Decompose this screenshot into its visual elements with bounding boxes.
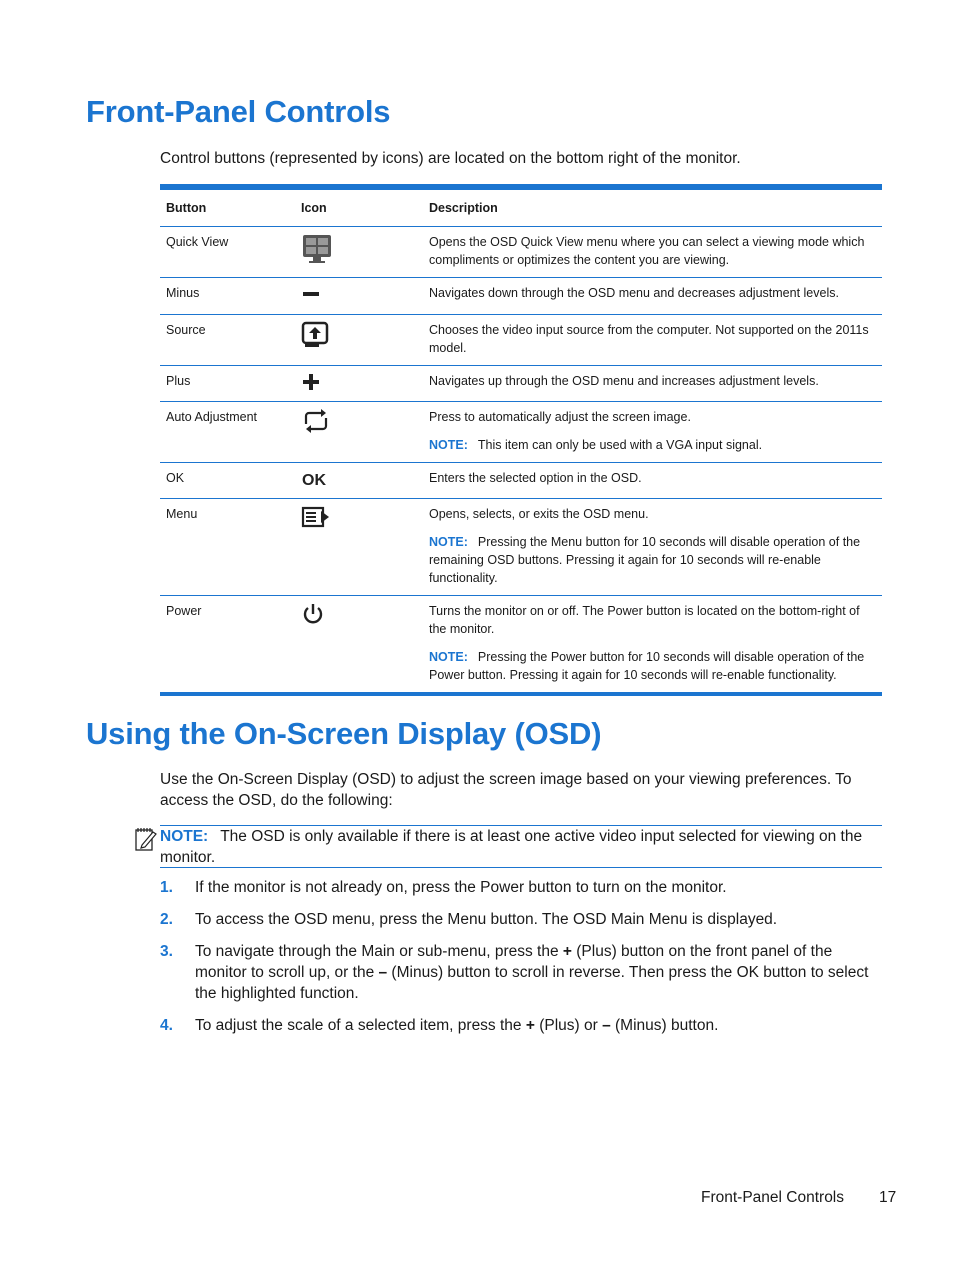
button-name: Menu <box>160 498 295 595</box>
step-text <box>195 1015 882 1036</box>
note <box>429 533 876 587</box>
ok-icon <box>301 469 329 489</box>
note-text: Pressing the Power button for 10 seconds will disable operation of the Power button. Pressing it again for 10 seconds will re-enable functionality. <box>429 649 865 682</box>
note-text: The OSD is only available if there is at least one active video input selected for viewing on the monitor. <box>160 828 863 866</box>
button-name: OK <box>160 462 295 498</box>
source-icon <box>301 321 329 349</box>
minus-icon <box>301 284 321 304</box>
list-item <box>160 877 882 898</box>
plus-symbol: + <box>525 1017 535 1034</box>
step-number: 2. <box>160 911 173 928</box>
step-text-part: (Plus) button on the front panel of the monitor to scroll up, or the <box>195 943 833 981</box>
button-name: Minus <box>160 277 295 314</box>
button-description: Turns the monitor on or off. The Power button is located on the bottom-right of the monitor. <box>429 603 860 636</box>
step-text-part: To adjust the scale of a selected item, press the <box>195 1017 526 1034</box>
step-number: 3. <box>160 943 173 960</box>
header-description: Description <box>423 190 882 226</box>
quick-view-icon <box>301 233 333 265</box>
button-description: Opens, selects, or exits the OSD menu. <box>429 506 649 521</box>
list-item <box>160 941 882 1004</box>
header-icon: Icon <box>295 190 423 226</box>
auto-adjust-icon <box>301 408 331 434</box>
note-text: Pressing the Menu button for 10 seconds will disable operation of the remaining OSD buttons. Pressing it again for 10 seconds will re-enable functionality. <box>429 534 861 585</box>
list-item <box>160 909 882 930</box>
minus-symbol: – <box>602 1017 611 1034</box>
note-label: NOTE: <box>429 437 468 452</box>
step-number: 1. <box>160 879 173 896</box>
intro-paragraph: Control buttons (represented by icons) are located on the bottom right of the monitor. <box>160 150 741 167</box>
button-description: Enters the selected option in the OSD. <box>423 462 882 498</box>
table-row <box>160 498 882 595</box>
table-row <box>160 314 882 365</box>
step-text: To access the OSD menu, press the Menu button. The OSD Main Menu is displayed. <box>195 911 778 928</box>
note-text: This item can only be used with a VGA input signal. <box>477 437 763 452</box>
button-description: Navigates up through the OSD menu and increases adjustment levels. <box>423 365 882 401</box>
step-text-part: To navigate through the Main or sub-menu, press the <box>195 943 563 960</box>
controls-table <box>160 184 882 696</box>
step-text-part: (Minus) button. <box>610 1017 719 1034</box>
page-number: 17 <box>879 1189 897 1206</box>
step-number: 4. <box>160 1017 173 1034</box>
osd-note <box>160 825 882 868</box>
table-row <box>160 226 882 277</box>
button-description: Chooses the video input source from the computer. Not supported on the 2011s model. <box>423 314 882 365</box>
button-name: Auto Adjustment <box>160 401 295 462</box>
button-description: Opens the OSD Quick View menu where you can select a viewing mode which compliments or optimizes the content you are viewing. <box>423 226 882 277</box>
svg-text:OK: OK <box>302 471 326 489</box>
table-header-row <box>160 190 882 226</box>
note-pad-icon <box>134 826 158 852</box>
button-name: Source <box>160 314 295 365</box>
minus-symbol: – <box>378 964 388 981</box>
osd-intro-paragraph: Use the On-Screen Display (OSD) to adjust the screen image based on your viewing preferences. To access the OSD, do the following: <box>160 771 852 809</box>
note-label: NOTE: <box>429 534 468 549</box>
button-description: Press to automatically adjust the screen image. <box>429 409 691 424</box>
header-button: Button <box>160 190 295 226</box>
table-row <box>160 462 882 498</box>
note <box>429 648 876 684</box>
button-description: Navigates down through the OSD menu and decreases adjustment levels. <box>423 277 882 314</box>
section-title-using-osd: Using the On-Screen Display (OSD) <box>86 716 602 751</box>
step-text-part: (Minus) button to scroll in reverse. Then press the OK button to select the highlighted function. <box>195 964 869 1002</box>
step-text: If the monitor is not already on, press the Power button to turn on the monitor. <box>195 879 727 896</box>
plus-symbol: + <box>562 943 572 960</box>
menu-icon <box>301 505 331 529</box>
note-label: NOTE: <box>160 828 209 845</box>
table-row <box>160 401 882 462</box>
step-text <box>195 941 882 1004</box>
table-row <box>160 595 882 692</box>
note-label: NOTE: <box>429 649 468 664</box>
button-name: Power <box>166 603 202 618</box>
button-name: Quick View <box>160 226 295 277</box>
note <box>429 436 876 454</box>
table-bottom-rule <box>160 692 882 696</box>
plus-icon <box>301 372 321 392</box>
list-item <box>160 1015 882 1036</box>
power-icon <box>301 602 325 626</box>
table-row <box>160 365 882 401</box>
step-text-part: (Plus) or <box>534 1017 603 1034</box>
section-title-front-panel-controls: Front-Panel Controls <box>86 94 391 129</box>
button-name: Plus <box>160 365 295 401</box>
footer-section-name: Front-Panel Controls <box>701 1189 845 1206</box>
table-row <box>160 277 882 314</box>
